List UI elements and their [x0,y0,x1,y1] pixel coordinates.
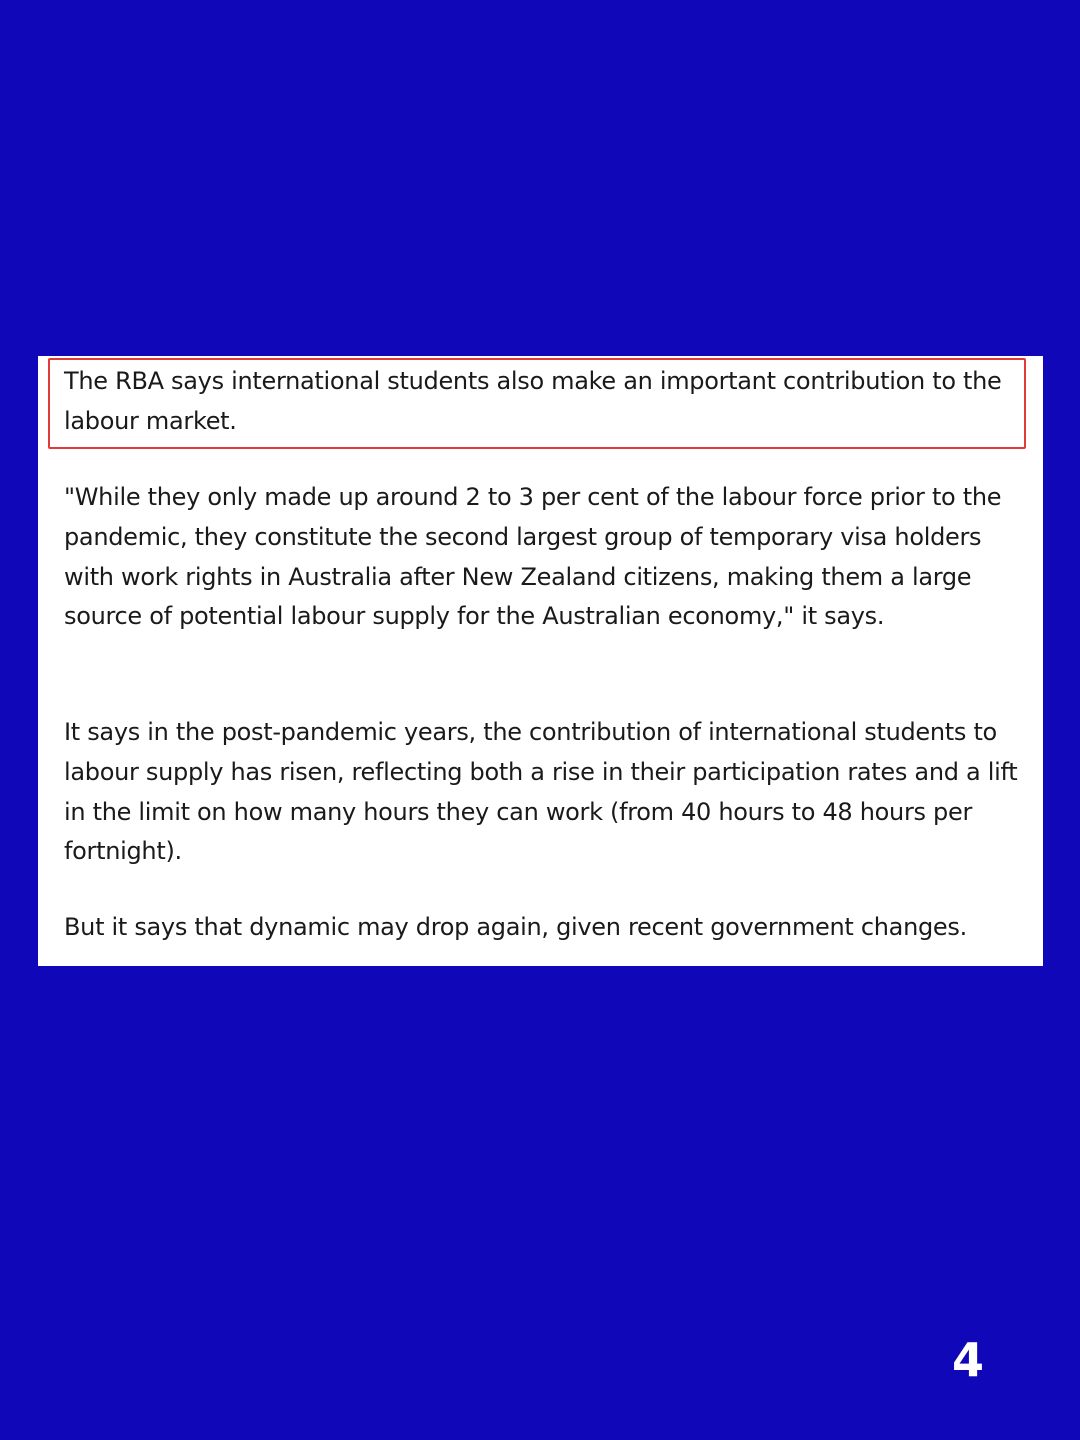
highlighted-paragraph: The RBA says international students also make an important contribution to the labour market. [64,367,1002,435]
closing-paragraph: But it says that dynamic may drop again, given recent government changes. [64,913,967,941]
quote-paragraph: "While they only made up around 2 to 3 per cent of the labour force prior to the pandemic, they constitute the second largest group of temporary visa holders with work rights in Australia after New Zealand citizens, making them a large source of potential labour supply for the Australian economy," it says. [64,483,1002,631]
article-excerpt-card [38,356,1043,966]
body-paragraph: It says in the post-pandemic years, the contribution of international students to labour supply has risen, reflecting both a rise in their participation rates and a lift in the limit on how many hours they can work (from 40 hours to 48 hours per fortnight). [64,718,1018,866]
page-number: 4 [952,1333,985,1387]
